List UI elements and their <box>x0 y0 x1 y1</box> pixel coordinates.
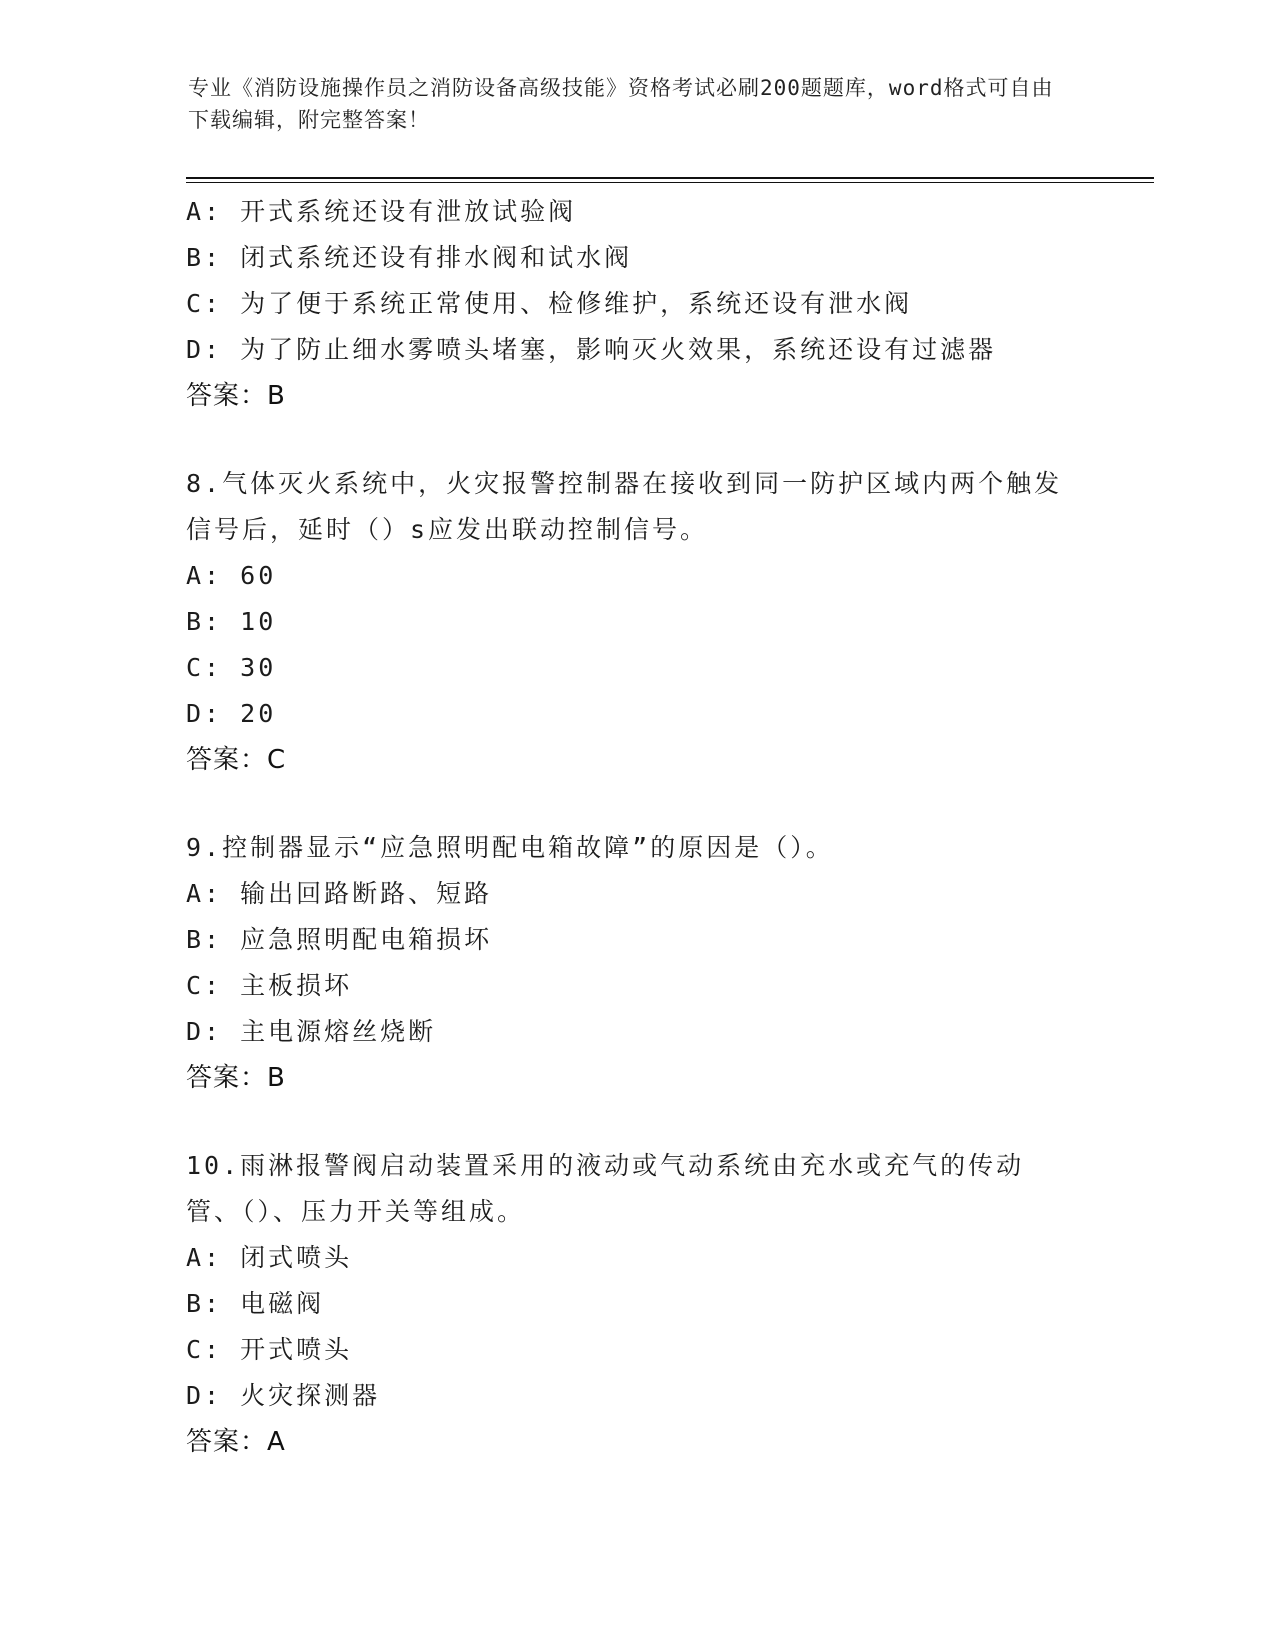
option-c: C: 30 <box>186 653 277 682</box>
question-text: 9.控制器显示“应急照明配电箱故障”的原因是（）。 <box>186 833 834 862</box>
question-text: 10.雨淋报警阀启动装置采用的液动或气动系统由充水或充气的传动管、（）、压力开关等组成。 <box>186 1151 1025 1226</box>
option-d: D: 主电源熔丝烧断 <box>186 1017 437 1046</box>
option-a: A: 闭式喷头 <box>186 1243 353 1272</box>
question-block-9 <box>186 825 1086 1101</box>
option-d: D: 为了防止细水雾喷头堵塞，影响灭火效果，系统还设有过滤器 <box>186 335 997 364</box>
question-text: 8.气体灭火系统中，火灾报警控制器在接收到同一防护区域内两个触发信号后，延时（）s应发出联动控制信号。 <box>186 469 1063 544</box>
option-c: C: 为了便于系统正常使用、检修维护，系统还设有泄水阀 <box>186 289 913 318</box>
option-d: D: 火灾探测器 <box>186 1381 381 1410</box>
option-b: B: 应急照明配电箱损坏 <box>186 925 493 954</box>
option-a: A: 输出回路断路、短路 <box>186 879 493 908</box>
option-a: A: 60 <box>186 561 277 590</box>
question-list <box>186 189 1086 1507</box>
question-block-7 <box>186 189 1086 419</box>
answer: 答案：B <box>186 381 286 411</box>
document-header: 专业《消防设施操作员之消防设备高级技能》资格考试必刷200题题库，word格式可自由下载编辑，附完整答案！ <box>188 76 1054 132</box>
header-divider-thick <box>186 177 1154 179</box>
answer: 答案：A <box>186 1427 286 1457</box>
option-a: A: 开式系统还设有泄放试验阀 <box>186 197 577 226</box>
answer: 答案：B <box>186 1063 286 1093</box>
option-c: C: 开式喷头 <box>186 1335 353 1364</box>
option-b: B: 闭式系统还设有排水阀和试水阀 <box>186 243 633 272</box>
question-block-8 <box>186 461 1086 783</box>
option-d: D: 20 <box>186 699 277 728</box>
question-block-10 <box>186 1143 1086 1465</box>
option-b: B: 电磁阀 <box>186 1289 325 1318</box>
option-b: B: 10 <box>186 607 277 636</box>
answer: 答案：C <box>186 745 287 775</box>
header-divider-thin <box>186 182 1154 183</box>
option-c: C: 主板损坏 <box>186 971 353 1000</box>
